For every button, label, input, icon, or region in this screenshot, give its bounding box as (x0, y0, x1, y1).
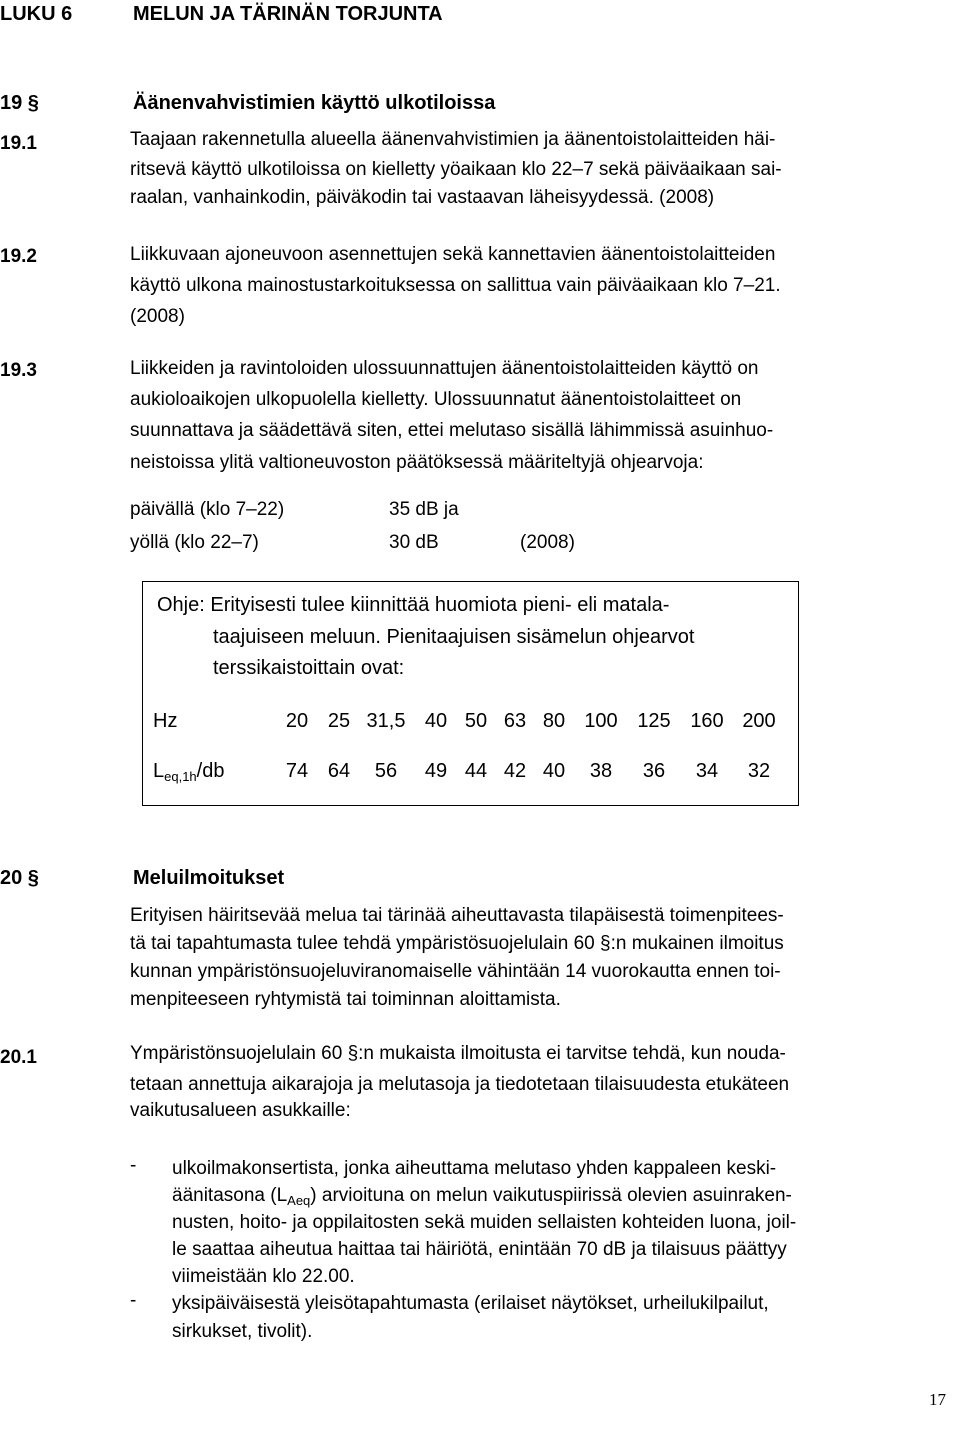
paragraph-number: 19.3 (0, 360, 37, 381)
level-value: 32 (747, 760, 771, 782)
text-line: Liikkuvaan ajoneuvoon asennettujen sekä kannettavien äänentoistolaitteiden (130, 244, 776, 265)
guidance-box (142, 581, 799, 806)
paragraph-number: 19.1 (0, 133, 37, 154)
guide-line: Ohje: Erityisesti tulee kiinnittää huomiota pieni- eli matala- (157, 594, 670, 616)
text-span: ) arvioituna on melun vaikutuspiirissä olevien asuinraken- (310, 1185, 792, 1206)
day-limit-value: 35 dB ja (389, 499, 459, 520)
text-line: kunnan ympäristönsuojeluviranomaiselle vähintään 14 vuorokautta ennen toi- (130, 961, 781, 982)
hz-value: 20 (285, 710, 309, 732)
hz-row-label: Hz (153, 710, 178, 732)
level-value: 56 (374, 760, 398, 782)
bullet-dash: - (130, 1155, 137, 1176)
text-line: Liikkeiden ja ravintoloiden ulossuunnattujen äänentoistolaitteiden käyttö on (130, 358, 759, 379)
text-line: ritsevä käyttö ulkotiloissa on kielletty yöaikaan klo 22–7 sekä päiväaikaan sai- (130, 159, 782, 180)
text-line: aukioloaikojen ulkopuolella kielletty. Ulossuunnatut äänentoistolaitteet on (130, 389, 742, 410)
page-number: 17 (929, 1390, 946, 1409)
guide-line: taajuiseen meluun. Pienitaajuisen sisämelun ohjearvot (213, 626, 695, 648)
hz-value: 125 (637, 710, 671, 732)
text-line: nusten, hoito- ja oppilaitosten sekä muiden sellaisten kohteiden luona, joil- (172, 1212, 797, 1233)
hz-value: 160 (690, 710, 724, 732)
day-limit-label: päivällä (klo 7–22) (130, 499, 285, 520)
subscript: Aeq (287, 1193, 311, 1208)
level-unit: /db (196, 760, 225, 782)
level-symbol: L (153, 760, 165, 782)
text-line: vaikutusalueen asukkaille: (130, 1100, 351, 1121)
night-limit-label: yöllä (klo 22–7) (130, 532, 259, 553)
text-line: tä tai tapahtumasta tulee tehdä ympäristösuojelulain 60 §:n mukainen ilmoitus (130, 933, 784, 954)
level-subscript: eq,1h (164, 769, 197, 784)
text-line: (2008) (130, 306, 185, 327)
bullet-dash: - (130, 1290, 137, 1311)
hz-value: 100 (584, 710, 618, 732)
hz-value: 25 (327, 710, 351, 732)
text-line: tetaan annettuja aikarajoja ja melutasoja ja tiedotetaan tilaisuudesta etukäteen (130, 1074, 790, 1095)
level-value: 74 (285, 760, 309, 782)
text-line: yksipäiväisestä yleisötapahtumasta (erilaiset näytökset, urheilukilpailut, (172, 1293, 769, 1314)
section-title: Meluilmoitukset (133, 867, 285, 889)
text-line: käyttö ulkona mainostustarkoituksessa on sallittua vain päiväaikaan klo 7–21. (130, 275, 781, 296)
text-line: Erityisen häiritsevää melua tai tärinää aiheuttavasta tilapäisestä toimenpitees- (130, 905, 784, 926)
section-number: 20 § (0, 867, 39, 889)
hz-value: 31,5 (366, 710, 406, 732)
text-line: neistoissa ylitä valtioneuvoston päätöksessä määriteltyjä ohjearvoja: (130, 452, 704, 473)
year-note: (2008) (520, 532, 575, 553)
level-value: 49 (424, 760, 448, 782)
hz-value: 40 (424, 710, 448, 732)
guide-line: terssikaistoittain ovat: (213, 657, 405, 679)
level-value: 42 (503, 760, 527, 782)
section-title: Äänenvahvistimien käyttö ulkotiloissa (133, 92, 496, 114)
paragraph-number: 20.1 (0, 1047, 37, 1068)
text-line: menpiteeseen ryhtymistä tai toiminnan aloittamista. (130, 989, 561, 1010)
level-value: 44 (464, 760, 488, 782)
text-line: ulkoilmakonsertista, jonka aiheuttama melutaso yhden kappaleen keski- (172, 1158, 777, 1179)
night-limit-value: 30 dB (389, 532, 439, 553)
level-value: 38 (589, 760, 613, 782)
hz-value: 63 (503, 710, 527, 732)
text-span: äänitasona (L (172, 1185, 288, 1206)
text-line: le saattaa aiheutua haittaa tai häiriötä, enintään 70 dB ja tilaisuus päättyy (172, 1239, 787, 1260)
text-line: sirkukset, tivolit). (172, 1321, 313, 1342)
level-row-label (153, 760, 224, 784)
chapter-label: LUKU 6 (0, 3, 73, 25)
hz-value: 200 (742, 710, 776, 732)
chapter-title: MELUN JA TÄRINÄN TORJUNTA (133, 3, 443, 25)
text-line: Taajaan rakennetulla alueella äänenvahvistimien ja äänentoistolaitteiden häi- (130, 129, 776, 150)
hz-value: 80 (542, 710, 566, 732)
text-line: viimeistään klo 22.00. (172, 1266, 355, 1287)
level-value: 34 (695, 760, 719, 782)
text-line: raalan, vanhainkodin, päiväkodin tai vastaavan läheisyydessä. (2008) (130, 187, 715, 208)
paragraph-number: 19.2 (0, 246, 37, 267)
level-value: 36 (642, 760, 666, 782)
text-line: suunnattava ja säädettävä siten, ettei melutaso sisällä lähimmissä asuinhuo- (130, 420, 774, 441)
text-line: Ympäristönsuojelulain 60 §:n mukaista ilmoitusta ei tarvitse tehdä, kun nouda- (130, 1043, 786, 1064)
section-number: 19 § (0, 92, 39, 114)
hz-value: 50 (464, 710, 488, 732)
level-value: 40 (542, 760, 566, 782)
level-value: 64 (327, 760, 351, 782)
